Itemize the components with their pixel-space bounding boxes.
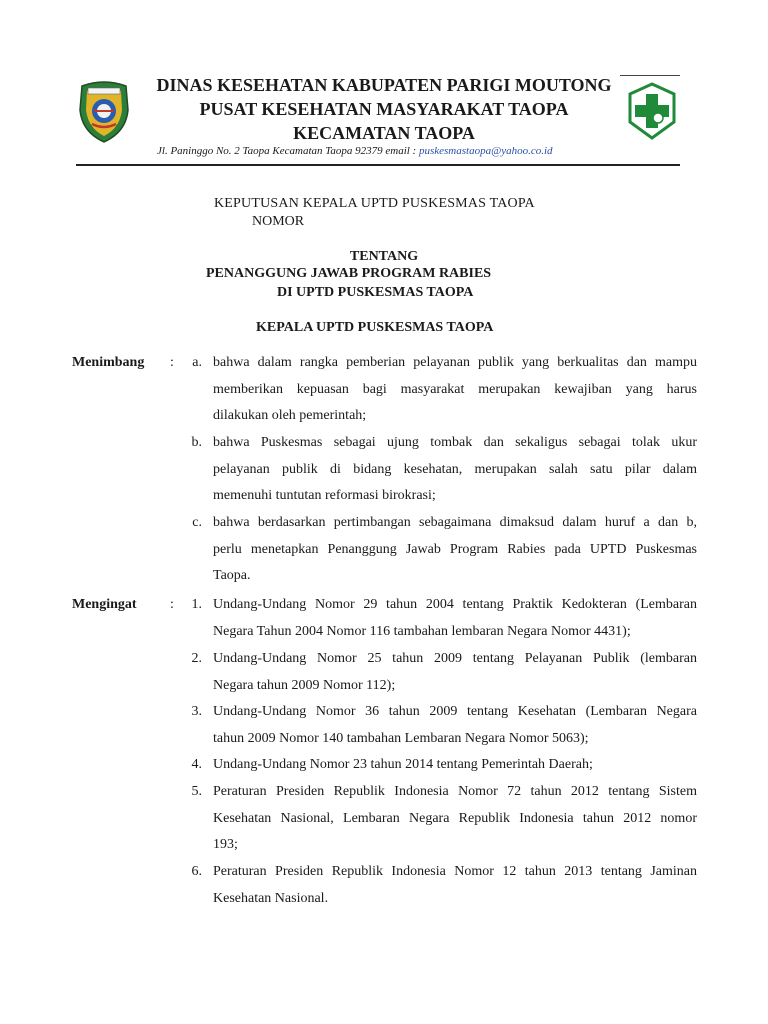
text-line: Taopa.	[213, 568, 251, 584]
text-line: dilakukan oleh pemerintah;	[213, 408, 367, 424]
text-line: Negara tahun 2009 Nomor 112);	[213, 677, 396, 693]
mengingat-label: Mengingat	[72, 597, 137, 612]
item-text	[213, 592, 697, 645]
text-line: Undang-Undang Nomor 23 tahun 2014 tentang Pemerintah Daerah;	[213, 757, 593, 772]
about-heading: TENTANG	[349, 249, 419, 264]
letterhead-agency: DINAS KESEHATAN KABUPATEN PARIGI MOUTONG	[156, 75, 612, 95]
item-text	[213, 779, 697, 859]
item-text	[213, 430, 697, 510]
text-line: Kesehatan Nasional, Lembaran Negara Republik Indonesia tahun 2012 nomor	[213, 810, 697, 826]
letterhead-district: KECAMATAN TAOPA	[293, 123, 475, 143]
item-marker: a.	[192, 355, 202, 370]
letterhead-address	[157, 145, 553, 157]
item-text	[213, 752, 697, 779]
mengingat-colon: :	[170, 597, 174, 612]
puskesmas-logo-icon	[626, 82, 678, 140]
item-marker: b.	[191, 435, 202, 450]
regency-crest-icon	[76, 80, 132, 144]
item-marker: 5.	[191, 784, 202, 799]
decree-title: KEPUTUSAN KEPALA UPTD PUSKESMAS TAOPA	[214, 196, 535, 211]
subject-line-1: PENANGGUNG JAWAB PROGRAM RABIES	[206, 266, 492, 281]
item-marker: 3.	[191, 704, 202, 719]
text-line: bahwa dalam rangka pemberian pelayanan publik yang berkualitas dan mampu	[213, 355, 697, 370]
text-line: bahwa berdasarkan pertimbangan sebagaimana dimaksud dalam huruf a dan b,	[213, 515, 697, 530]
decree-number-label: NOMOR	[252, 214, 305, 229]
issuer-heading: KEPALA UPTD PUSKESMAS TAOPA	[256, 320, 494, 335]
menimbang-colon: :	[170, 355, 174, 370]
letterhead-divider	[76, 164, 680, 166]
letterhead-institution: PUSAT KESEHATAN MASYARAKAT TAOPA	[199, 99, 569, 119]
text-line: 193;	[213, 837, 238, 853]
menimbang-label: Menimbang	[72, 355, 145, 370]
text-line: memenuhi tuntutan reformasi birokrasi;	[213, 488, 436, 504]
text-line: tahun 2009 Nomor 140 tambahan Lembaran Negara Nomor 5063);	[213, 730, 589, 746]
text-line: pelayanan publik di bidang kesehatan, merupakan salah satu pilar dalam	[213, 461, 697, 477]
text-line: Undang-Undang Nomor 36 tahun 2009 tentang Kesehatan (Lembaran Negara	[213, 704, 697, 719]
item-text	[213, 350, 697, 430]
text-line: memberikan kepuasan bagi masyarakat merupakan kewajiban yang harus	[213, 381, 697, 397]
text-line: Kesehatan Nasional.	[213, 890, 329, 906]
text-line: Undang-Undang Nomor 25 tahun 2009 tentang Pelayanan Publik (lembaran	[213, 651, 697, 666]
item-text	[213, 859, 697, 912]
item-marker: 1.	[191, 597, 202, 612]
email-link[interactable]: puskesmastaopa@yahoo.co.id	[418, 145, 553, 157]
text-line: Peraturan Presiden Republik Indonesia Nomor 12 tahun 2013 tentang Jaminan	[213, 864, 697, 879]
item-marker: 4.	[191, 757, 202, 772]
text-line: Peraturan Presiden Republik Indonesia Nomor 72 tahun 2012 tentang Sistem	[213, 784, 697, 799]
item-marker: 6.	[191, 864, 202, 879]
text-line: Undang-Undang Nomor 29 tahun 2004 tentang Praktik Kedokteran (Lembaran	[213, 597, 697, 612]
item-marker: c.	[192, 515, 202, 530]
subject-line-2: DI UPTD PUSKESMAS TAOPA	[277, 285, 474, 300]
address-text: Jl. Paninggo No. 2 Taopa Kecamatan Taopa 92379 email :	[157, 145, 419, 157]
item-marker: 2.	[191, 651, 202, 666]
text-line: Negara Tahun 2004 Nomor 116 tambahan lembaran Negara Nomor 4431);	[213, 623, 631, 639]
text-line: perlu menetapkan Penanggung Jawab Program Rabies pada UPTD Puskesmas	[213, 541, 697, 557]
text-line: bahwa Puskesmas sebagai ujung tombak dan sekaligus sebagai tolak ukur	[213, 435, 697, 450]
header-decor-line	[620, 75, 680, 76]
item-text	[213, 510, 697, 590]
item-text	[213, 699, 697, 752]
item-text	[213, 646, 697, 699]
